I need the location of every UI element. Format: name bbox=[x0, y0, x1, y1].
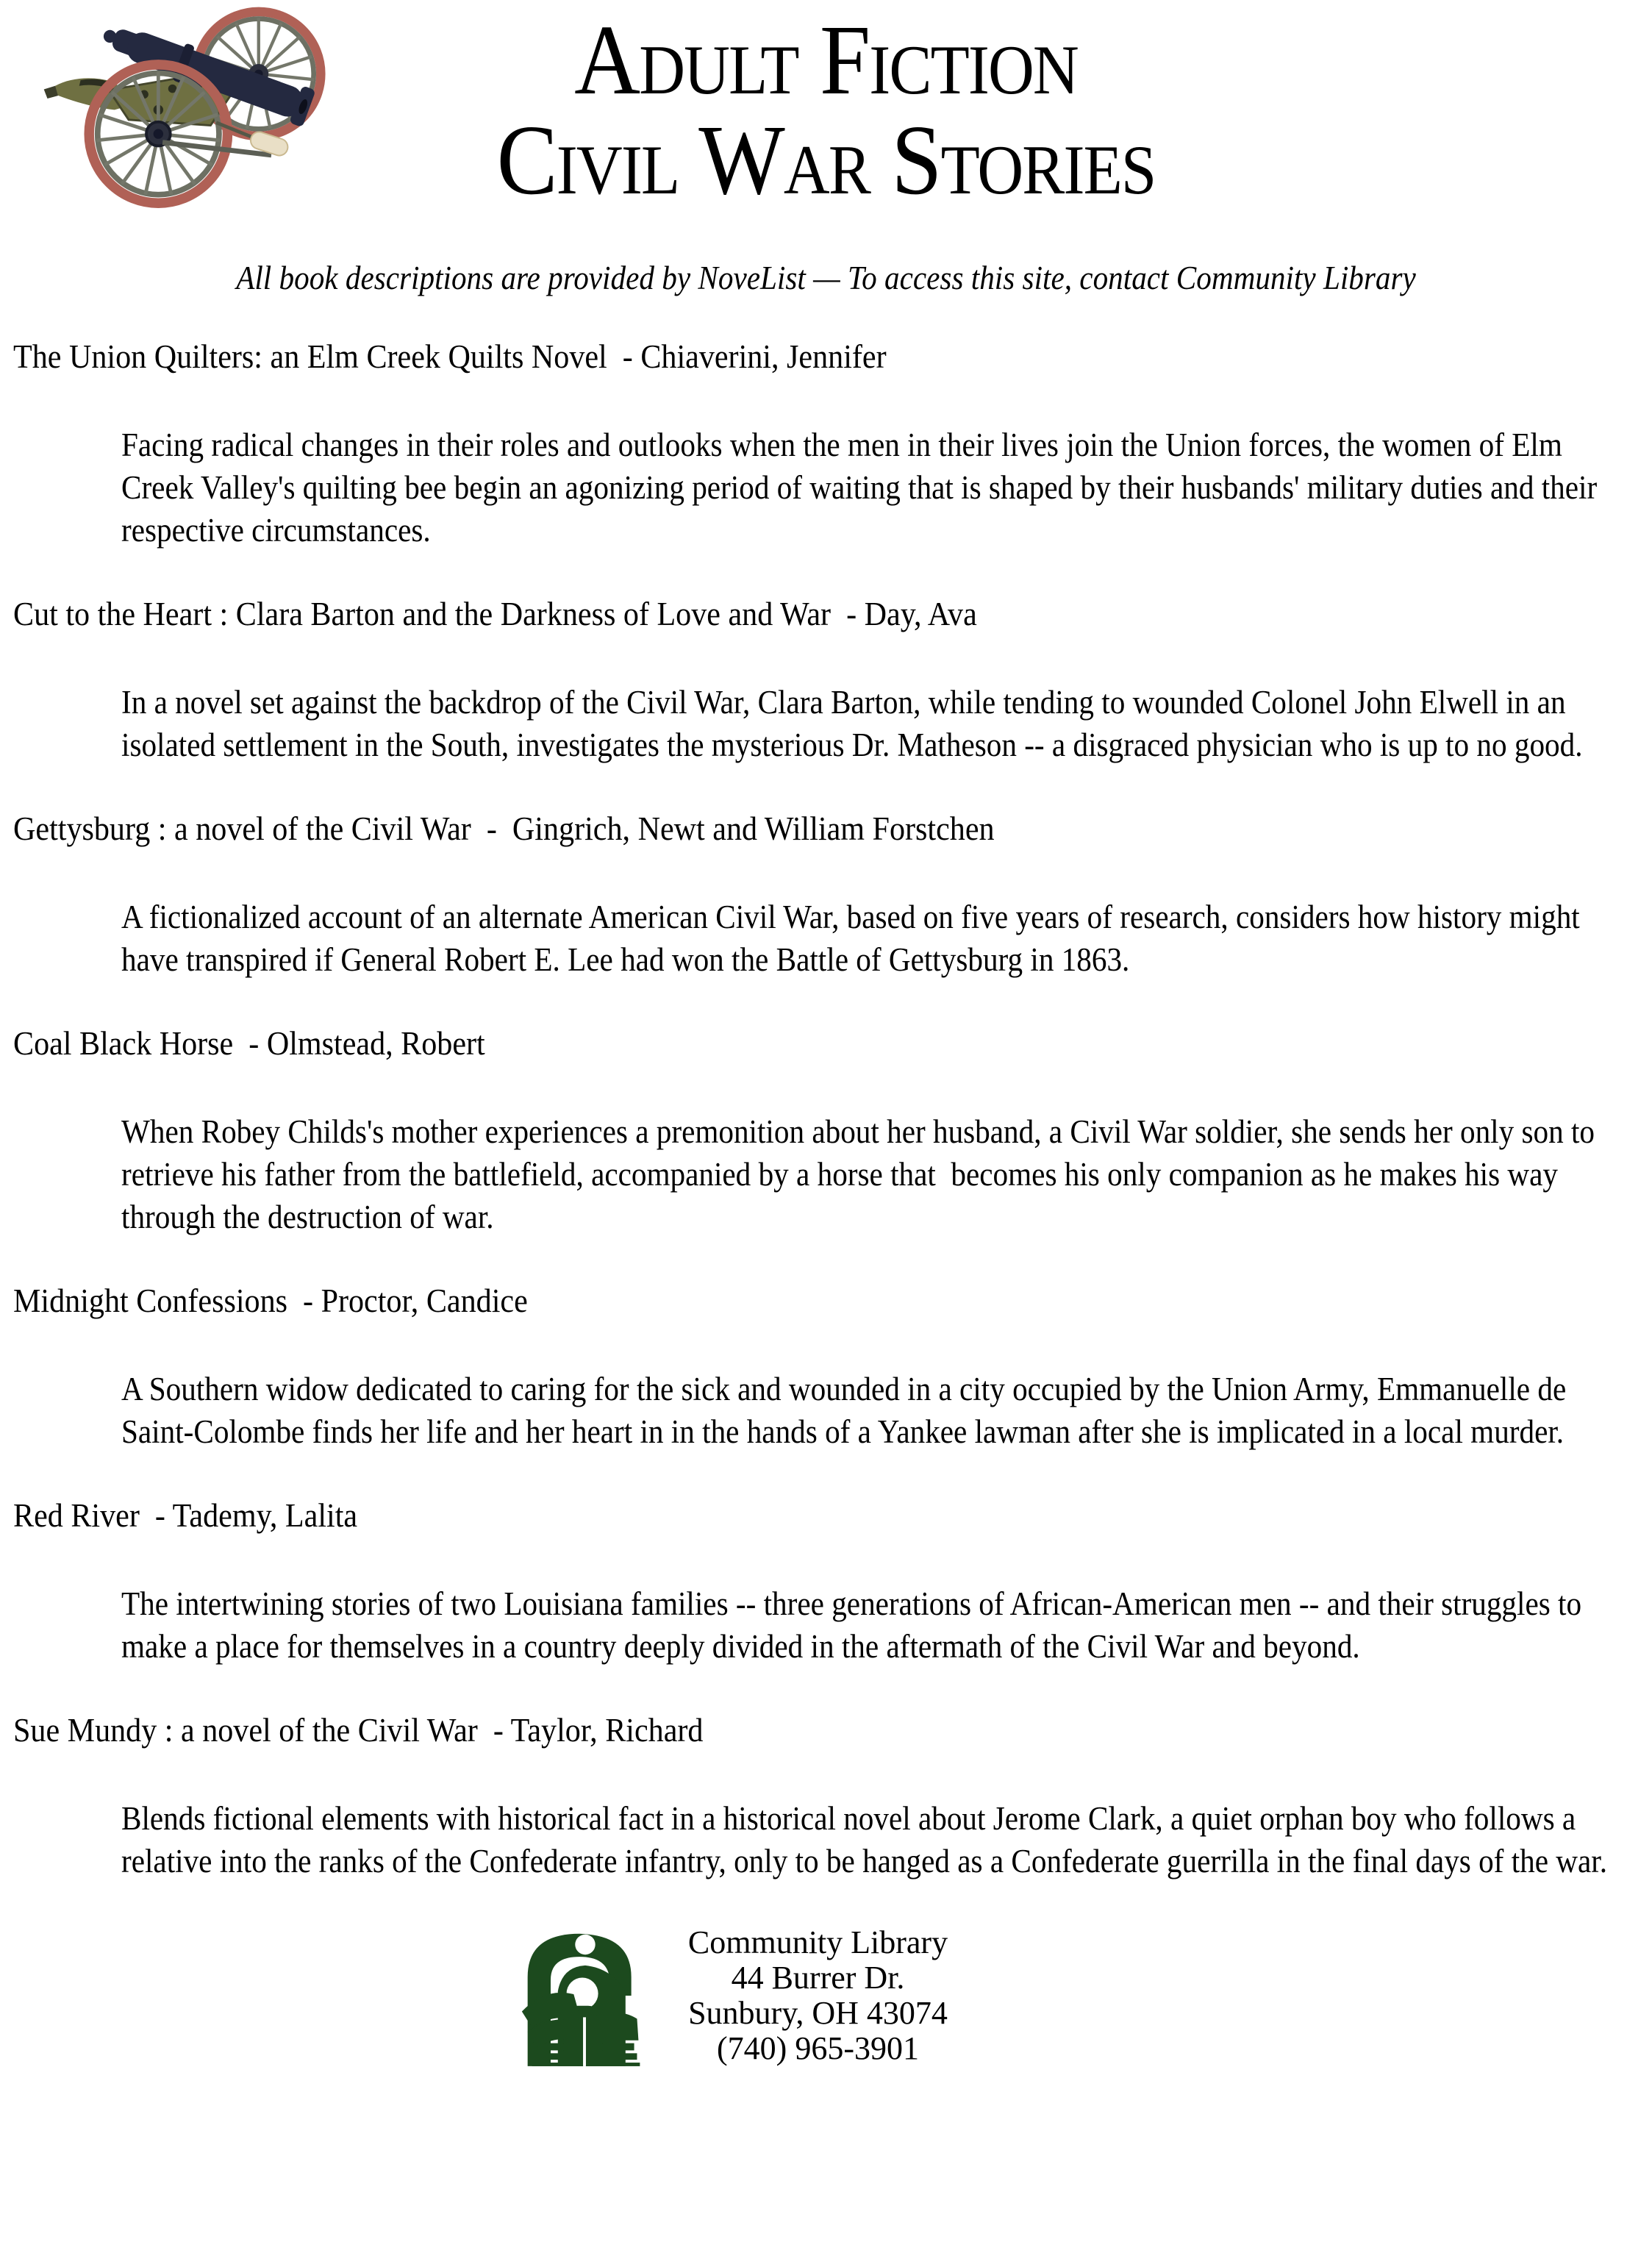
book-title: Red River - Tademy, Lalita bbox=[13, 1496, 358, 1534]
provider-note: All book descriptions are provided by NoveList — To access this site, contact Community Library bbox=[236, 260, 1416, 296]
book-description: Facing radical changes in their roles and outlooks when the men in their lives join the Union forces, the women of Elm Creek Valley's quilting bee begin an agonizing period of waiting that is shaped by their husbands' military duties and their respective circumstances. bbox=[121, 426, 1612, 549]
book-title: The Union Quilters: an Elm Creek Quilts Novel - Chiaverini, Jennifer bbox=[13, 338, 887, 375]
book-entry bbox=[0, 593, 1652, 766]
book-title: Midnight Confessions - Proctor, Candice bbox=[13, 1282, 528, 1319]
book-title: Sue Mundy : a novel of the Civil War - Taylor, Richard bbox=[13, 1711, 704, 1749]
library-address-street: 44 Burrer Dr. bbox=[731, 1960, 905, 1996]
book-title: Coal Black Horse - Olmstead, Robert bbox=[13, 1024, 485, 1062]
book-entry bbox=[0, 1022, 1652, 1238]
book-entry bbox=[0, 335, 1652, 551]
book-title: Gettysburg : a novel of the Civil War - Gingrich, Newt and William Forstchen bbox=[13, 810, 995, 847]
book-description: In a novel set against the backdrop of the Civil War, Clara Barton, while tending to wounded Colonel John Elwell in an isolated settlement in the South, investigates the mysterious Dr. Matheson -- a disgraced physician who is up to no good. bbox=[121, 684, 1583, 763]
library-address-city: Sunbury, OH 43074 bbox=[688, 1995, 948, 2031]
book-entry bbox=[0, 1279, 1652, 1453]
library-reading-icon bbox=[516, 1924, 653, 2068]
library-phone: (740) 965-3901 bbox=[717, 2030, 919, 2066]
book-list bbox=[0, 335, 1652, 1882]
page-title bbox=[70, 0, 1581, 215]
library-name: Community Library bbox=[687, 1924, 948, 1960]
library-contact bbox=[688, 1924, 948, 2066]
logo-adult-head bbox=[575, 1935, 595, 1954]
footer bbox=[0, 1924, 1558, 2068]
book-description: A Southern widow dedicated to caring for the sick and wounded in a city occupied by the Union Army, Emmanuelle de Saint-Colombe finds her life and her heart in in the hands of a Yankee lawman after she is implicated in a local murder. bbox=[121, 1371, 1574, 1450]
book-entry bbox=[0, 1494, 1652, 1668]
title-line-2: Civil War Stories bbox=[496, 105, 1156, 215]
book-description: A fictionalized account of an alternate American Civil War, based on five years of research, considers how history might have transpired if General Robert E. Lee had won the Battle of Gettysburg in 1863. bbox=[121, 899, 1588, 978]
book-description: The intertwining stories of two Louisiana families -- three generations of African-American men -- and their struggles to make a place for themselves in a country deeply divided in the aftermath of the Civil War and beyond. bbox=[121, 1585, 1590, 1665]
logo-book-page bbox=[588, 2013, 639, 2041]
book-title: Cut to the Heart : Clara Barton and the Darkness of Love and War - Day, Ava bbox=[13, 595, 977, 632]
book-entry bbox=[0, 807, 1652, 981]
library-logo bbox=[516, 1924, 653, 2068]
header bbox=[0, 0, 1652, 221]
book-description: Blends fictional elements with historical fact in a historical novel about Jerome Clark, a quiet orphan boy who follows a relative into the ranks of the Confederate infantry, only to be hanged as a Confederate guerrilla in the final days of the war. bbox=[121, 1800, 1608, 1879]
title-line-1: Adult Fiction bbox=[574, 5, 1078, 115]
book-description: When Robey Childs's mother experiences a premonition about her husband, a Civil War soldier, she sends her only son to retrieve his father from the battlefield, accompanied by a horse that becomes his only companion as he makes his way through the destruction of war. bbox=[121, 1113, 1603, 1235]
book-entry bbox=[0, 1709, 1652, 1882]
